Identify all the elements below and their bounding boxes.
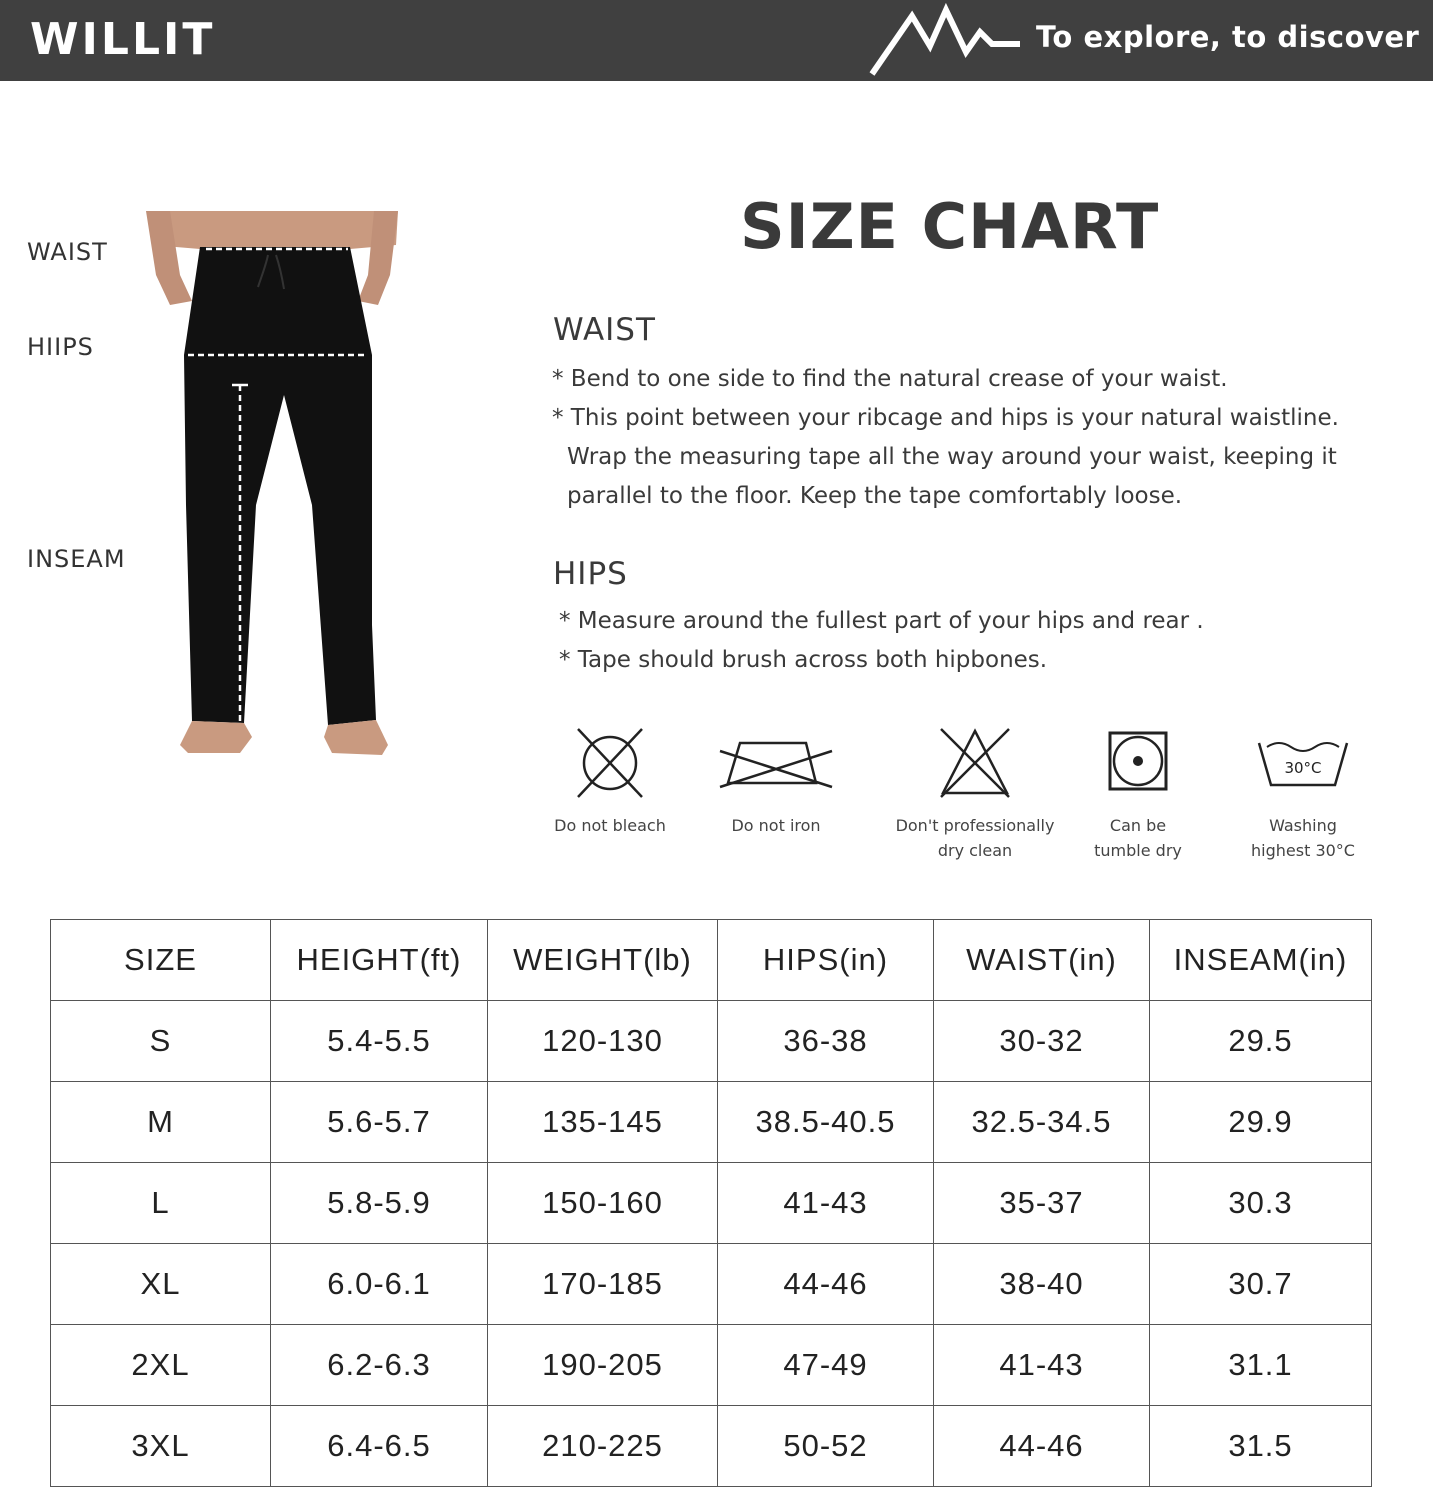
table-cell: 31.1 [1150, 1325, 1372, 1406]
table-cell: 135-145 [488, 1082, 718, 1163]
table-cell: 170-185 [488, 1244, 718, 1325]
figure-label-waist: WAIST [27, 238, 108, 266]
care-item-no-iron [706, 725, 846, 838]
table-cell: 6.4-6.5 [271, 1406, 488, 1487]
table-row [51, 1082, 1372, 1163]
table-row [51, 1325, 1372, 1406]
care-label-tumble-dry-line-2: tumble dry [1094, 841, 1182, 860]
care-item-tumble-dry [1078, 725, 1198, 863]
table-cell: 31.5 [1150, 1406, 1372, 1487]
table-row [51, 1163, 1372, 1244]
wash-temp-text: 30°C [1284, 759, 1322, 777]
table-cell: 29.5 [1150, 1001, 1372, 1082]
care-label-no-dry-clean-line-1: Don't professionally [895, 816, 1055, 835]
hips-line-2: * Tape should brush across both hipbones. [559, 647, 1048, 673]
table-cell: 38-40 [934, 1244, 1150, 1325]
waist-line-3: Wrap the measuring tape all the way around your waist, keeping it [567, 444, 1337, 470]
care-label-no-dry-clean-line-2: dry clean [937, 841, 1013, 860]
waist-line-2: * This point between your ribcage and hips is your natural waistline. [552, 405, 1339, 431]
table-cell: M [51, 1082, 271, 1163]
table-cell: 210-225 [488, 1406, 718, 1487]
table-row [51, 1001, 1372, 1082]
column-header: WEIGHT(lb) [488, 920, 718, 1001]
table-cell: 32.5-34.5 [934, 1082, 1150, 1163]
care-label-wash-30-line-1: Washing [1269, 816, 1337, 835]
table-cell: 30-32 [934, 1001, 1150, 1082]
care-label-wash-30 [1238, 813, 1368, 863]
table-header-row [51, 920, 1372, 1001]
column-header: HEIGHT(ft) [271, 920, 488, 1001]
table-cell: 41-43 [934, 1325, 1150, 1406]
waist-heading: WAIST [553, 312, 656, 348]
table-cell: 5.8-5.9 [271, 1163, 488, 1244]
table-cell: 2XL [51, 1325, 271, 1406]
table-cell: 5.4-5.5 [271, 1001, 488, 1082]
size-table [50, 919, 1372, 1487]
figure-label-hips: HIIPS [27, 333, 94, 361]
table-cell: 5.6-5.7 [271, 1082, 488, 1163]
care-item-no-bleach [540, 725, 680, 838]
table-cell: 6.2-6.3 [271, 1325, 488, 1406]
care-label-wash-30-line-2: highest 30°C [1251, 841, 1355, 860]
table-cell: XL [51, 1244, 271, 1325]
care-label-tumble-dry-line-1: Can be [1109, 816, 1167, 835]
figure-label-inseam: INSEAM [27, 545, 126, 573]
no-dry-clean-icon [935, 725, 1015, 799]
table-cell: 6.0-6.1 [271, 1244, 488, 1325]
table-cell: 47-49 [718, 1325, 934, 1406]
table-cell: S [51, 1001, 271, 1082]
header-bar [0, 0, 1433, 81]
hips-heading: HIPS [553, 556, 628, 592]
table-cell: 29.9 [1150, 1082, 1372, 1163]
no-bleach-icon [570, 725, 650, 799]
table-cell: 30.3 [1150, 1163, 1372, 1244]
page-title: SIZE CHART [740, 190, 1160, 263]
brand-logo: WILLIT [30, 14, 216, 65]
table-cell: 120-130 [488, 1001, 718, 1082]
waist-line-4: parallel to the floor. Keep the tape comfortably loose. [567, 483, 1183, 509]
mountain-logo-icon [868, 2, 1028, 78]
care-item-wash-30 [1238, 725, 1368, 863]
table-cell: 35-37 [934, 1163, 1150, 1244]
tumble-dry-icon [1098, 725, 1178, 799]
wash-30-icon [1255, 725, 1351, 799]
table-cell: 50-52 [718, 1406, 934, 1487]
table-cell: 190-205 [488, 1325, 718, 1406]
table-cell: 150-160 [488, 1163, 718, 1244]
care-label-tumble-dry [1078, 813, 1198, 863]
care-label-no-dry-clean [890, 813, 1060, 863]
column-header: WAIST(in) [934, 920, 1150, 1001]
table-cell: 44-46 [934, 1406, 1150, 1487]
table-cell: 44-46 [718, 1244, 934, 1325]
table-cell: 41-43 [718, 1163, 934, 1244]
column-header: SIZE [51, 920, 271, 1001]
care-label-no-iron: Do not iron [731, 816, 821, 835]
tagline: To explore, to discover [1036, 20, 1420, 54]
waist-line-1: * Bend to one side to find the natural crease of your waist. [552, 366, 1228, 392]
table-cell: L [51, 1163, 271, 1244]
table-cell: 3XL [51, 1406, 271, 1487]
table-cell: 36-38 [718, 1001, 934, 1082]
care-item-no-dry-clean [890, 725, 1060, 863]
table-row [51, 1406, 1372, 1487]
table-cell: 30.7 [1150, 1244, 1372, 1325]
column-header: INSEAM(in) [1150, 920, 1372, 1001]
pants-model-figure [140, 205, 410, 765]
hips-line-1: * Measure around the fullest part of your hips and rear . [559, 608, 1204, 634]
no-iron-icon [718, 725, 834, 799]
table-row [51, 1244, 1372, 1325]
column-header: HIPS(in) [718, 920, 934, 1001]
care-label-no-bleach: Do not bleach [554, 816, 666, 835]
table-cell: 38.5-40.5 [718, 1082, 934, 1163]
